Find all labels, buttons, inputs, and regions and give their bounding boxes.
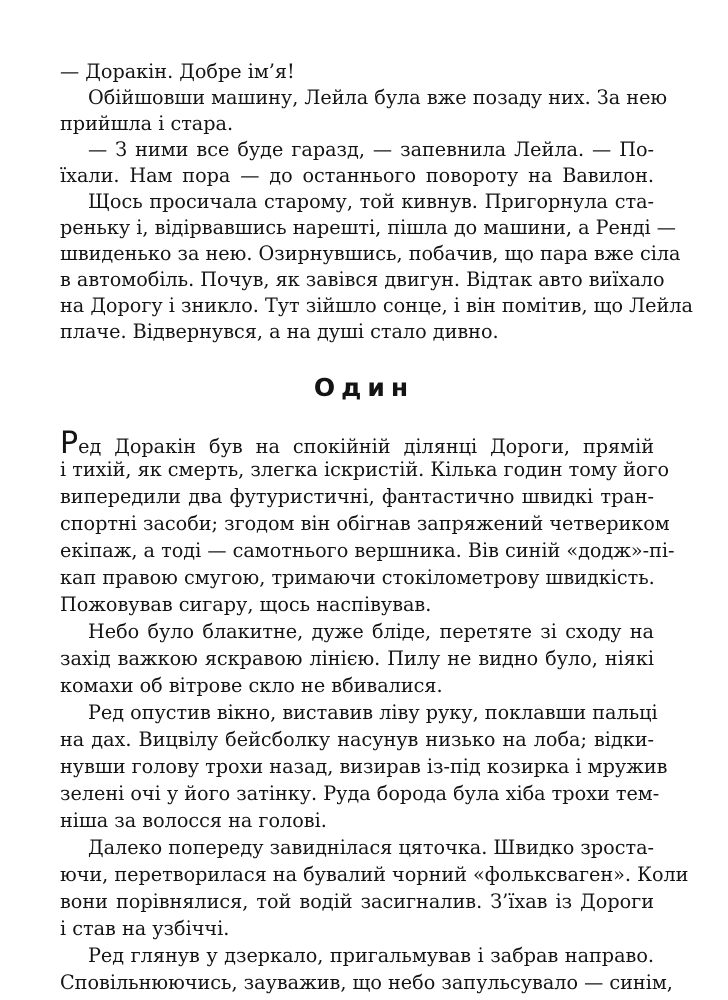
first-line-text: ед Доракін був на спокійній ділянці Дороги, прямій <box>78 435 654 458</box>
first-line <box>60 426 654 461</box>
text-line: Щось просичала старому, той кивнув. Пригорнула ста- <box>88 190 654 213</box>
text-line: на дах. Вицвілу бейсболку насунув низько на лоба; відки- <box>60 728 654 751</box>
text-line: — Доракін. Добре ім’я! <box>60 60 295 83</box>
text-line: Ред опустив вікно, виставив ліву руку, поклавши пальці <box>88 701 658 724</box>
text-line: ніша за волосся на голові. <box>60 809 327 832</box>
text-line: Ред глянув у дзеркало, пригальмував і забрав направо. <box>88 944 654 967</box>
text-line: Небо було блакитне, дуже бліде, перетяте зі сходу на <box>88 620 654 643</box>
text-line: і став на узбіччі. <box>60 917 230 940</box>
text-line: ючи, перетворилася на бувалий чорний «фольксваген». Коли <box>60 863 689 886</box>
text-line: — З ними все буде гаразд, — запевнила Лейла. — По- <box>88 138 654 161</box>
text-line: нувши голову трохи назад, визирав із-під козирка і мружив <box>60 755 668 778</box>
text-line: і тихій, як смерть, злегка іскристій. Кілька годин тому його <box>60 458 670 481</box>
text-line: Обійшовши машину, Лейла була вже позаду них. За нею <box>88 86 668 109</box>
text-line: реньку і, відірвавшись нарешті, пішла до машини, а Ренді — <box>60 216 676 239</box>
text-line: на Дорогу і зникло. Тут зійшло сонце, і він помітив, що Лейла <box>60 294 693 317</box>
text-line: Сповільнюючись, зауважив, що небо запульсувало — синім, <box>60 971 673 994</box>
text-line: їхали. Нам пора — до останнього повороту на Вавилон. <box>60 164 654 187</box>
text-line: Далеко попереду завиднілася цяточка. Швидко зроста- <box>88 836 654 859</box>
chapter-title: Один <box>313 373 415 402</box>
text-line: комахи об вітрове скло не вбивалися. <box>60 674 443 697</box>
text-line: випередили два футуристичні, фантастично швидкі тран- <box>60 485 654 508</box>
text-line: Пожовував сигару, щось наспівував. <box>60 593 432 616</box>
text-line: захід важкою яскравою лінією. Пилу не видно було, ніякі <box>60 647 654 670</box>
drop-cap: Р <box>60 426 79 461</box>
text-line: спортні засоби; згодом він обігнав запряжений четвериком <box>60 512 670 535</box>
text-line: плаче. Відвернувся, а на душі стало дивно. <box>60 320 499 343</box>
text-line: кап правою смугою, тримаючи стокілометрову швидкість. <box>60 566 655 589</box>
text-line: екіпаж, а тоді — самотнього вершника. Вів синій «додж»-пі- <box>60 539 675 562</box>
text-line: зелені очі у його затінку. Руда борода була хіба трохи тем- <box>60 782 660 805</box>
text-line: прийшла і стара. <box>60 112 234 135</box>
text-line: вони порівнялися, той водій засигналив. З’їхав із Дороги <box>60 890 654 913</box>
text-line: швиденько за нею. Озирнувшись, побачив, що пара вже сіла <box>60 242 681 265</box>
text-line: в автомобіль. Почув, як завівся двигун. Відтак авто виїхало <box>60 268 665 291</box>
